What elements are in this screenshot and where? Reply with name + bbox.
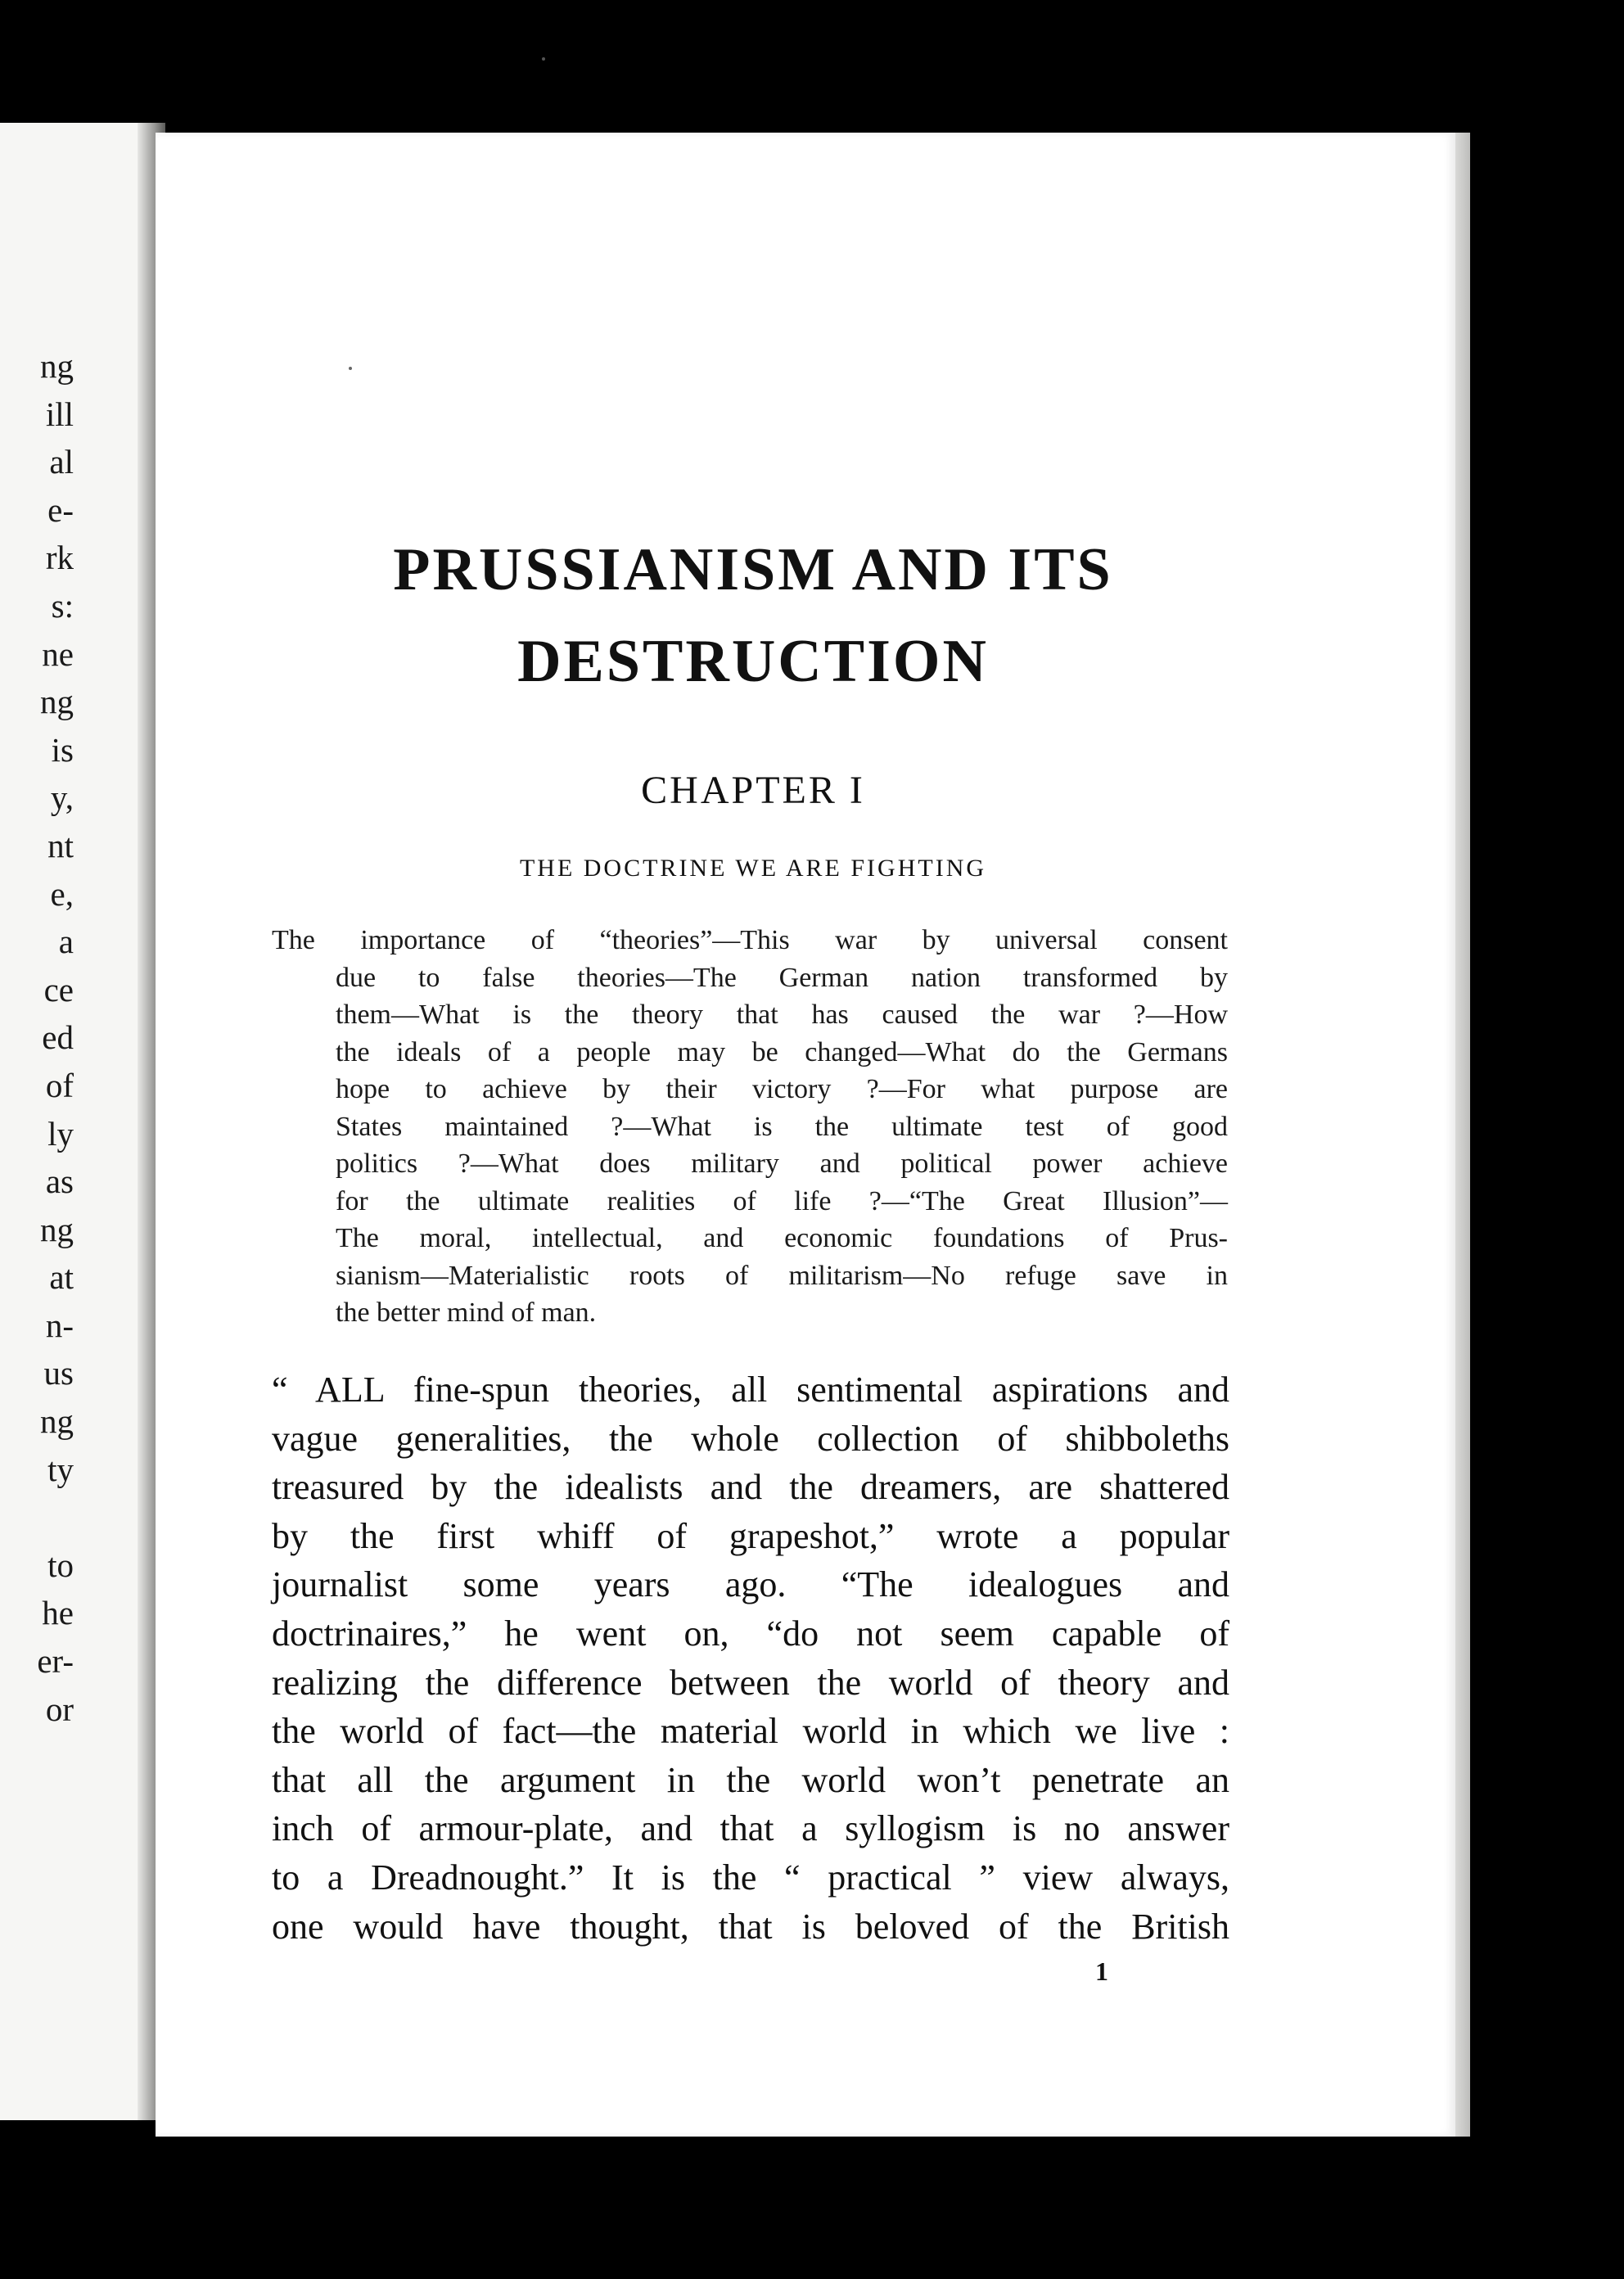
body-line: to a Dreadnought.” It is the “ practical ” view always, bbox=[272, 1857, 1229, 1898]
left-page-fragment: e- bbox=[47, 490, 74, 529]
left-page-fragment: n- bbox=[45, 1306, 74, 1344]
left-page-fragment: a bbox=[58, 923, 74, 961]
left-page-fragment: nt bbox=[47, 826, 74, 864]
synopsis-line: due to false theories—The German nation transformed by bbox=[336, 962, 1228, 993]
synopsis-line: sianism—Materialistic roots of militarism—No refuge save in bbox=[336, 1260, 1228, 1291]
left-page-fragment: he bbox=[42, 1594, 74, 1632]
left-page-fragment: ng bbox=[40, 1402, 74, 1441]
body-line: realizing the difference between the world of theory and bbox=[272, 1662, 1229, 1703]
book-title bbox=[156, 524, 1351, 707]
synopsis-line: The importance of “theories”—This war by universal consent bbox=[272, 925, 1228, 955]
synopsis-line: politics ?—What does military and political power achieve bbox=[336, 1149, 1228, 1179]
body-line: doctrinaires,” he went on, “do not seem capable of bbox=[272, 1613, 1229, 1654]
left-page-fragment: us bbox=[43, 1354, 74, 1392]
left-page-fragment: at bbox=[49, 1258, 74, 1297]
synopsis-line: hope to achieve by their victory ?—For what purpose are bbox=[336, 1074, 1228, 1104]
left-page-fragment: ne bbox=[42, 634, 74, 673]
left-page-fragment: ce bbox=[43, 970, 74, 1009]
body-line: the world of fact—the material world in which we live : bbox=[272, 1711, 1229, 1752]
left-page-fragment: y, bbox=[50, 778, 74, 817]
synopsis-line: the better mind of man. bbox=[336, 1297, 597, 1328]
chapter-number: CHAPTER I bbox=[641, 769, 865, 812]
chapter-title: THE DOCTRINE WE ARE FIGHTING bbox=[519, 855, 987, 882]
chapter-synopsis bbox=[272, 922, 1228, 1332]
dust-speck bbox=[542, 57, 545, 61]
book-title-line-2: DESTRUCTION bbox=[517, 628, 989, 695]
left-page-fragment: ng bbox=[40, 1210, 74, 1248]
synopsis-line: The moral, intellectual, and economic foundations of Prus- bbox=[336, 1223, 1228, 1253]
synopsis-line: the ideals of a people may be changed—What do the Germans bbox=[336, 1036, 1228, 1067]
body-line: journalist some years ago. “The idealogues and bbox=[272, 1564, 1229, 1605]
left-page-fragment: ed bbox=[42, 1018, 74, 1057]
left-page-fragment: e, bbox=[50, 874, 74, 913]
synopsis-line: for the ultimate realities of life ?—“The Great Illusion”— bbox=[336, 1185, 1228, 1216]
page-number: 1 bbox=[1095, 1956, 1108, 1986]
left-page-fragment: ill bbox=[45, 395, 74, 433]
left-page-fragment: is bbox=[51, 730, 74, 769]
left-page-fragment: ng bbox=[40, 683, 74, 721]
left-page-fragment: of bbox=[45, 1066, 74, 1104]
left-page-fragment: ly bbox=[47, 1114, 74, 1153]
body-line: treasured by the idealists and the dreamers, are shattered bbox=[272, 1467, 1229, 1508]
synopsis-line: States maintained ?—What is the ultimate test of good bbox=[336, 1111, 1228, 1142]
left-page-fragment: s: bbox=[51, 586, 74, 625]
left-page-fragment: ty bbox=[47, 1450, 74, 1488]
left-page-fragment: ng bbox=[40, 347, 74, 385]
book-title-line-1: PRUSSIANISM AND ITS bbox=[393, 536, 1113, 603]
body-line: inch of armour-plate, and that a syllogism is no answer bbox=[272, 1808, 1229, 1849]
left-page-text-fragments bbox=[0, 342, 74, 1733]
body-line: vague generalities, the whole collection of shibboleths bbox=[272, 1418, 1229, 1459]
left-page-fragment: rk bbox=[45, 539, 74, 577]
body-line: that all the argument in the world won’t penetrate an bbox=[272, 1759, 1229, 1800]
body-line: one would have thought, that is beloved of the British bbox=[272, 1906, 1229, 1947]
body-paragraph bbox=[272, 1365, 1229, 1951]
left-page-fragment: or bbox=[45, 1690, 74, 1728]
left-page-fragment: er- bbox=[37, 1642, 74, 1681]
left-page-fragment: al bbox=[49, 443, 74, 481]
left-page-fragment: as bbox=[45, 1162, 74, 1201]
page-edge bbox=[1455, 133, 1470, 2137]
body-line: by the first whiff of grapeshot,” wrote a popular bbox=[272, 1515, 1229, 1556]
paper-speck bbox=[349, 367, 352, 370]
synopsis-line: them—What is the theory that has caused the war ?—How bbox=[336, 1000, 1228, 1030]
left-page-fragment: to bbox=[47, 1546, 74, 1584]
left-page-fragment bbox=[0, 1493, 74, 1541]
body-line: “ ALL fine-spun theories, all sentimental aspirations and bbox=[272, 1370, 1229, 1410]
